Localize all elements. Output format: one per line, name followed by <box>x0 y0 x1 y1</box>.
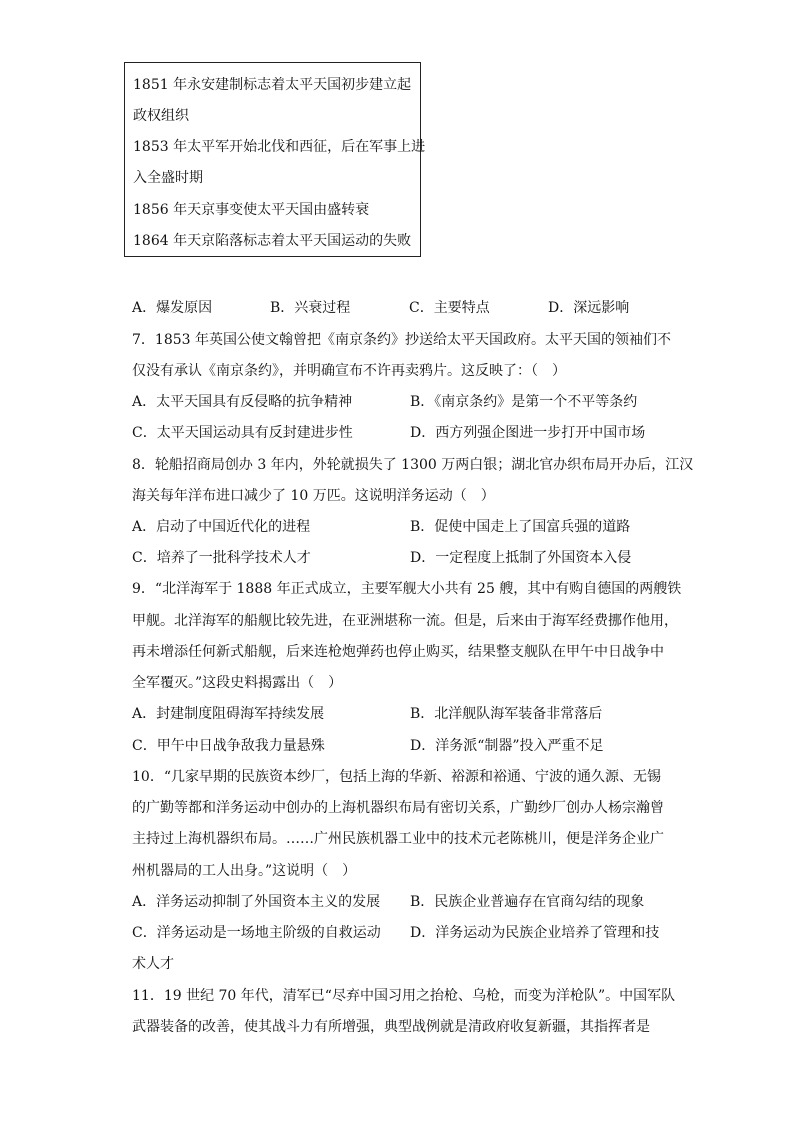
q10-stem-line: 州机器局的工人出身。”这说明（ ） <box>132 863 357 879</box>
box-line: 1851 年永安建制标志着太平天国初步建立起 <box>133 77 412 93</box>
q8-option-c[interactable]: C．培养了一批科学技术人才 <box>132 550 311 566</box>
q6-option-b[interactable]: B．兴衰过程 <box>270 300 351 316</box>
q7-option-c[interactable]: C．太平天国运动具有反封建进步性 <box>132 425 353 441</box>
q9-stem-line: 9．“北洋海军于 1888 年正式成立，主要军舰大小共有 25 艘，其中有购自德国的两艘铁 <box>132 581 682 597</box>
q7-option-a[interactable]: A．太平天国具有反侵略的抗争精神 <box>132 394 353 410</box>
q9-stem-line: 甲舰。北洋海军的船舰比较先进，在亚洲堪称一流。但是，后来由于海军经费挪作他用， <box>132 613 678 629</box>
box-line: 1856 年天京事变使太平天国由盛转衰 <box>133 202 370 218</box>
q10-stem-line: 10．“几家早期的民族资本纱厂，包括上海的华新、裕源和裕通、宁波的通久源、无锡 <box>132 769 661 785</box>
q10-option-d[interactable]: D．洋务运动为民族企业培养了管理和技 <box>410 925 660 941</box>
q8-stem-line: 8．轮船招商局创办 3 年内，外轮就损失了 1300 万两白银；湖北官办织布局开办后，江汉 <box>132 457 694 473</box>
q9-option-a[interactable]: A．封建制度阻碍海军持续发展 <box>132 706 325 722</box>
box-line: 1853 年太平军开始北伐和西征，后在军事上进 <box>133 139 426 155</box>
q11-stem-line: 武器装备的改善，使其战斗力有所增强，典型战例就是清政府收复新疆，其指挥者是 <box>132 1019 650 1035</box>
q8-option-a[interactable]: A．启动了中国近代化的进程 <box>132 519 311 535</box>
q8-option-d[interactable]: D．一定程度上抵制了外国资本入侵 <box>410 550 632 566</box>
q11-stem-line: 11．19 世纪 70 年代，清军已“尽弃中国习用之抬枪、乌枪，而变为洋枪队”。中国军队 <box>132 988 676 1004</box>
q10-option-b[interactable]: B．民族企业普遍存在官商勾结的现象 <box>410 894 645 910</box>
q9-option-b[interactable]: B．北洋舰队海军装备非常落后 <box>410 706 603 722</box>
q7-stem-line: 仅没有承认《南京条约》，并明确宣布不许再卖鸦片。这反映了：（ ） <box>132 363 566 379</box>
q10-stem-line: 主持过上海机器织布局。……广州民族机器工业中的技术元老陈桃川，便是洋务企业广 <box>132 831 664 847</box>
q10-option-c[interactable]: C．洋务运动是一场地主阶级的自救运动 <box>132 925 381 941</box>
q9-stem-line: 再未增添任何新式船舰，后来连枪炮弹药也停止购买，结果整支舰队在甲午中日战争中 <box>132 644 664 660</box>
q8-stem-line: 海关每年洋布进口减少了 10 万匹。这说明洋务运动（ ） <box>132 488 495 504</box>
material-box <box>124 62 426 257</box>
q8-option-b[interactable]: B．促使中国走上了国富兵强的道路 <box>410 519 631 535</box>
q10-option-d-continuation: 术人才 <box>132 956 174 972</box>
box-line: 1864 年天京陷落标志着太平天国运动的失败 <box>133 233 412 249</box>
q6-option-a[interactable]: A．爆发原因 <box>132 300 213 316</box>
q10-option-a[interactable]: A．洋务运动抑制了外国资本主义的发展 <box>132 894 381 910</box>
box-line: 政权组织 <box>133 108 189 124</box>
q7-stem-line: 7．1853 年英国公使文翰曾把《南京条约》抄送给太平天国政府。太平天国的领袖们不 <box>132 332 671 348</box>
q9-stem-line: 全军覆灭。”这段史料揭露出（ ） <box>132 675 343 691</box>
q9-option-d[interactable]: D．洋务派“制器”投入严重不足 <box>410 738 604 754</box>
q7-option-b[interactable]: B．《南京条约》是第一个不平等条约 <box>410 394 638 410</box>
q7-option-d[interactable]: D．西方列强企图进一步打开中国市场 <box>410 425 646 441</box>
q10-stem-line: 的广勤等都和洋务运动中创办的上海机器织布局有密切关系，广勤纱厂创办人杨宗瀚曾 <box>132 800 664 816</box>
q6-option-c[interactable]: C．主要特点 <box>409 300 490 316</box>
box-line: 入全盛时期 <box>133 170 203 186</box>
q9-option-c[interactable]: C．甲午中日战争敌我力量悬殊 <box>132 738 325 754</box>
q6-option-d[interactable]: D．深远影响 <box>548 300 630 316</box>
